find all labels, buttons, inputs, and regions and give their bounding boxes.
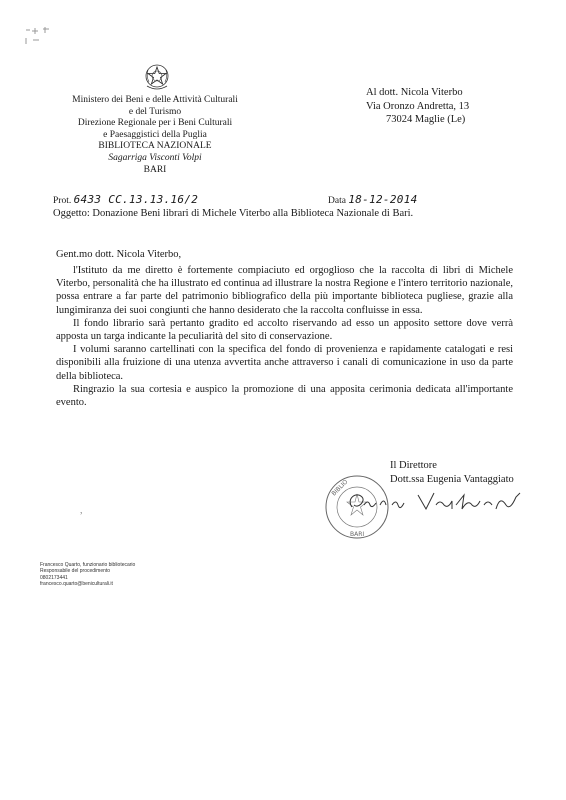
footer-line: Responsabile del procedimento [40, 568, 111, 575]
letter-subject: Oggetto: Donazione Beni librari di Michele Viterbo alla Biblioteca Nazionale di Bari. [53, 208, 414, 219]
margin-mark: , [80, 505, 83, 516]
library-subtitle: Sagarriga Visconti Volpi [108, 152, 202, 163]
recipient-city: 73024 Maglie (Le) [386, 114, 466, 125]
ministry-line: Direzione Regionale per i Beni Culturali [77, 118, 233, 129]
italian-republic-emblem-icon [143, 62, 171, 92]
footer-line: Francesco Quarto, funzionario bibliotecario [40, 562, 136, 568]
ministry-line: e Paesaggistici della Puglia [103, 129, 207, 140]
recipient-address [366, 86, 526, 127]
signatory-name: Dott.ssa Eugenia Vantaggiato [390, 474, 514, 485]
ministry-line: Ministero dei Beni e delle Attività Culturali [72, 95, 238, 105]
protocol-label: Prot. [53, 196, 72, 206]
letter-date [328, 193, 418, 206]
paragraph: Il fondo librario sarà pertanto gradito ed accolto riservando ad esso un apposito settore dove verrà apposta un targa indicante la peculiarità del sito di conservazione. [56, 317, 513, 343]
protocol-value: 6433 CC.13.13.16/2 [73, 193, 199, 206]
footer-line: 0802173441 [40, 574, 68, 581]
letter-greeting: Gent.mo dott. Nicola Viterbo, [56, 249, 182, 260]
signature-block [390, 459, 514, 487]
svg-text:BIBLIO: BIBLIO [330, 478, 350, 498]
date-label: Data [328, 196, 346, 206]
signatory-title: Il Direttore [390, 460, 437, 471]
paragraph: l'Istituto da me diretto è fortemente compiaciuto ed orgoglioso che la raccolta di libri di Michele Viterbo, personalità che ha illustrato ed continua ad illustrare la nostra Regione e l'intero territorio nazionale, possa entrare a far parte del patrimonio bibliografico della più importante biblioteca pugliese, grazie alla lungimiranza dei suoi congiunti che hanno desiderato che la raccolta confluisse in essa. [56, 265, 513, 316]
paragraph: I volumi saranno cartellinati con la specifica del fondo di provenienza e rapidamente catalogati e resi disponibili alla fruizione di una utenza avvertita anche attraverso i canali di comunicazione in uso da parte della biblioteca. [56, 344, 513, 382]
recipient-name: Al dott. Nicola Viterbo [366, 87, 463, 98]
svg-text:BARI: BARI [350, 531, 365, 538]
recipient-street: Via Oronzo Andretta, 13 [366, 100, 470, 112]
library-city: BARI [143, 164, 167, 175]
library-name: BIBLIOTECA NAZIONALE [98, 141, 212, 152]
paragraph: Ringrazio la sua cortesia e auspico la promozione di una apposita cerimonia dedicata all'importante evento. [56, 383, 513, 409]
protocol-number [53, 193, 198, 206]
footer-line: francesco.quarto@beniculturali.it [40, 580, 113, 587]
letter-body [56, 264, 513, 409]
date-value: 18-12-2014 [348, 193, 418, 206]
footer-contact [40, 562, 135, 587]
ministry-header [50, 95, 260, 176]
handwritten-signature [340, 487, 530, 517]
ministry-line: e del Turismo [128, 106, 182, 117]
handwritten-mark [23, 24, 53, 49]
